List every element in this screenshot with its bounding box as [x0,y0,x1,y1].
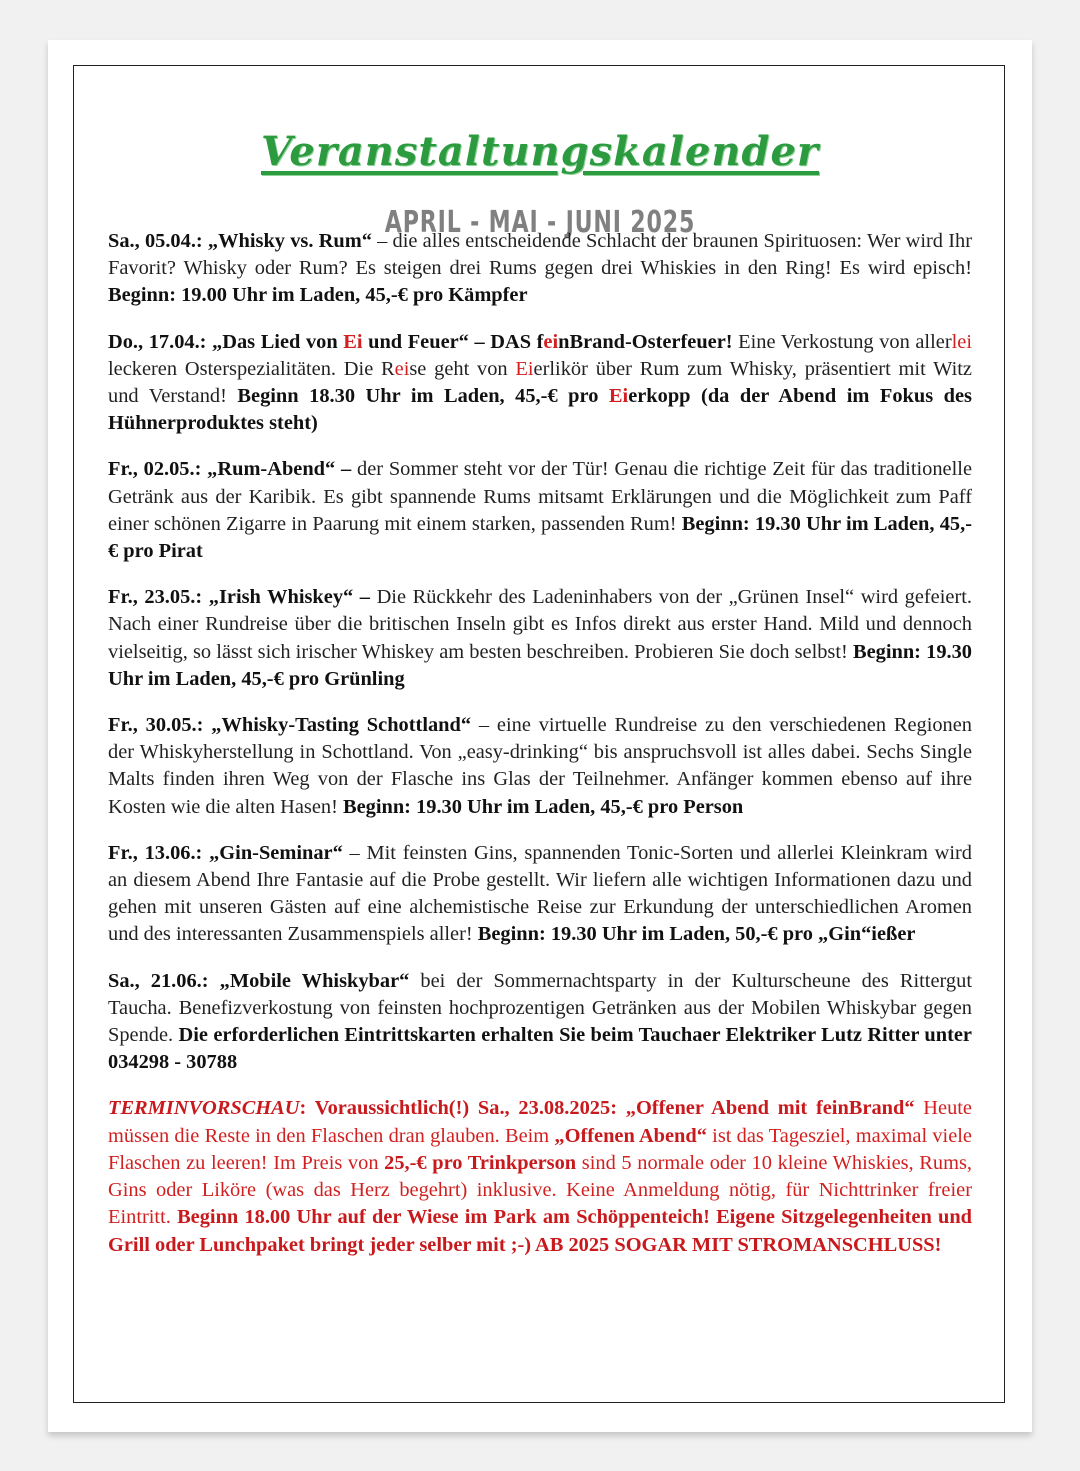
event-heading: Sa., 05.04.: „Whisky vs. Rum“ [108,230,372,252]
event-description: Die Rückkehr des Ladeninhabers von der „Grünen Insel“ wird gefeiert. Nach einer Rundreise über die britischen Inseln gibt es Infos direkt aus erster Hand. Mild und dennoch vielseitig, so lässt sich irischer Whiskey am besten beschreiben. Probieren Sie doch selbst! [108,586,973,663]
event-item [108,456,972,565]
event-item [108,228,972,310]
highlight-ei: lei [951,330,972,353]
highlight-ei: Ei [608,385,629,408]
event-item [108,329,972,438]
event-start-info: Beginn: 19.00 Uhr im Laden, 45,-€ pro Kämpfer [108,284,528,307]
event-item [108,712,972,821]
event-start-info: Beginn: 19.30 Uhr im Laden, 50,-€ pro „Gin“ießer [477,923,916,946]
preview-description: Heute müssen die Reste in den Flaschen dran glauben. Beim „Offenen Abend“ ist das Tagesziel, maximal viele Flaschen zu leeren! Im Preis von 25,-€ pro Trinkperson sind 5 normale oder 10 kleine Whiskies, Rums, Gins oder Liköre (was das Herz begehrt) inklusive. Keine Anmeldung nötig, für Nichttrinker freier Eintritt. [108,1097,972,1229]
preview-start-info: Beginn 18.00 Uhr auf der Wiese im Park am Schöppenteich! Eigene Sitzgelegenheiten und Grill oder Lunchpaket bringt jeder selber mit ;-) AB 2025 SOGAR MIT STROMANSCHLUSS! [108,1206,972,1256]
highlight-ei: ei [543,330,559,353]
event-start-info: Die erforderlichen Eintrittskarten erhalten Sie beim Tauchaer Elektriker Lutz Ritter unter 034298 - 30788 [108,1024,972,1074]
highlight-ei: Ei [515,357,534,380]
event-description: der Sommer steht vor der Tür! Genau die richtige Zeit für das traditionelle Getränk aus der Karibik. Es gibt spannende Rums mitsamt Erklärungen und die Möglichkeit zum Paff einer schönen Zigarre in Paarung mit einem starken, passenden Rum! [108,458,972,535]
event-start-info: Beginn: 19.30 Uhr im Laden, 45,-€ pro Grünling [108,640,972,690]
event-description: Eine Verkostung von allerlei leckeren Osterspezialitäten. Die Reise geht von Eierlikör über Rum zum Whisky, präsentiert mit Witz und Verstand! [108,330,972,408]
event-start-info: Beginn: 19.30 Uhr im Laden, 45,-€ pro Person [342,795,744,818]
event-heading: Sa., 21.06.: „Mobile Whiskybar“ [108,969,410,992]
preview-item [108,1095,972,1258]
event-heading: Fr., 02.05.: „Rum-Abend“ – [108,458,352,481]
event-heading: Fr., 23.05.: „Irish Whiskey“ – [108,586,370,609]
event-description: bei der Sommernachtsparty in der Kulturscheune des Rittergut Taucha. Benefizverkostung von feinsten hochprozentigen Getränken aus der Mobilen Whiskybar gegen Spende. [108,969,972,1047]
event-item [108,968,972,1077]
highlight-ei: Ei [343,330,363,353]
event-heading: Do., 17.04.: „Das Lied von Ei und Feuer“ – DAS feinBrand-Osterfeuer! [108,330,733,353]
event-description: – die alles entscheidende Schlacht der braunen Spirituosen: Wer wird Ihr Favorit? Whisky oder Rum? Es steigen drei Rums gegen drei Whiskies in den Ring! Es wird episch! [108,230,972,280]
event-item [108,584,972,693]
event-description: – eine virtuelle Rundreise zu den verschiedenen Regionen der Whiskyherstellung in Schottland. Von „easy-drinking“ bis anspruchsvoll ist alles dabei. Sechs Single Malts finden ihren Weg von der Flasche ins Glas der Teilnehmer. Anfänger kommen ebenso auf ihre Kosten wie die alten Hasen! [108,714,972,818]
event-list [108,228,972,1278]
event-start-info: Beginn: 19.30 Uhr im Laden, 45,-€ pro Pirat [108,512,972,563]
page-subtitle: APRIL - MAI - JUNI 2025 [384,205,696,240]
preview-heading: : Voraussichtlich(!) Sa., 23.08.2025: „Offener Abend mit feinBrand“ [299,1097,915,1120]
event-start-info: Beginn 18.30 Uhr im Laden, 45,-€ pro Eierkopp (da der Abend im Fokus des Hühnerproduktes steht) [108,385,972,435]
preview-label: TERMINVORSCHAU [108,1097,300,1120]
page-title: Veranstaltungskalender [261,128,819,175]
event-description: – Mit feinsten Gins, spannenden Tonic-Sorten und allerlei Kleinkram wird an diesem Abend Ihre Fantasie auf die Probe gestellt. Wir liefern alle wichtigen Informationen dazu und gehen mit unseren Gästen auf eine alchemistische Reise zur Erkundung der unterschiedlichen Aromen und des interessanten Zusammenspiels aller! [108,841,972,946]
event-item [108,840,972,949]
highlight-ei: ei [394,357,410,380]
event-heading: Fr., 30.05.: „Whisky-Tasting Schottland“ [108,714,472,737]
event-heading: Fr., 13.06.: „Gin-Seminar“ [108,841,343,864]
